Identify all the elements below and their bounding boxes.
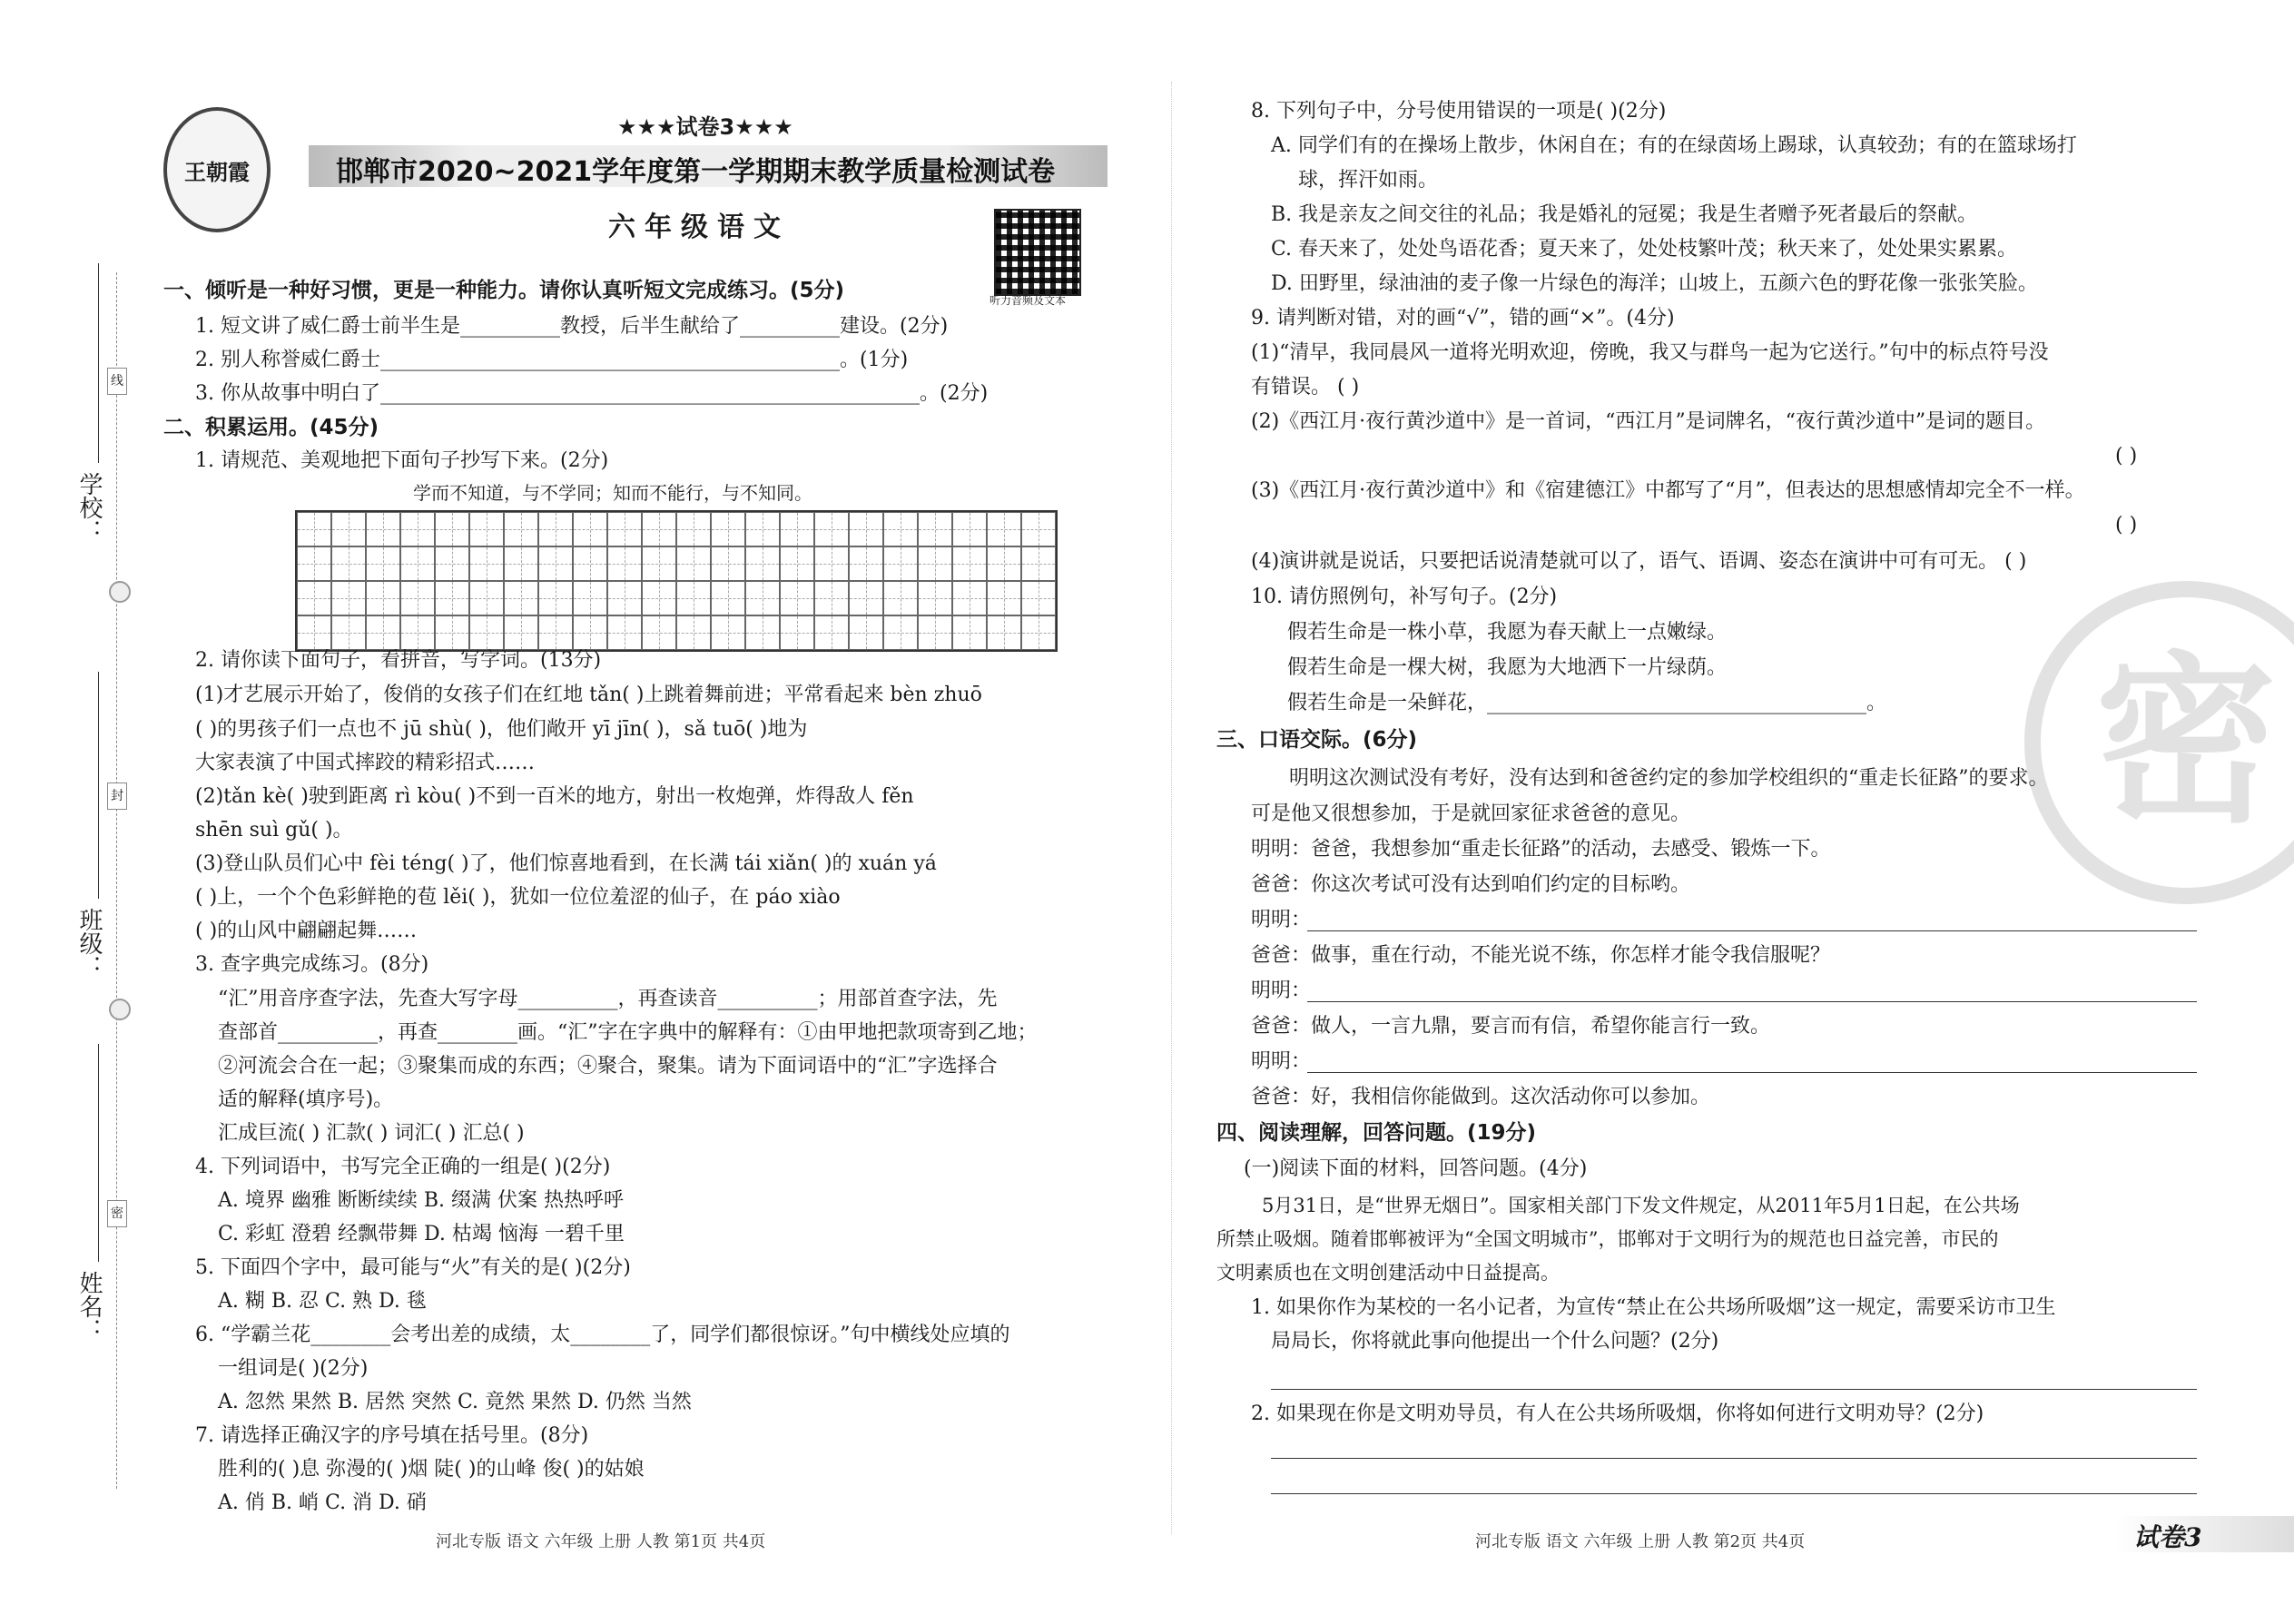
seal-mark-seal: 封 — [107, 782, 127, 810]
class-label: 班级： — [75, 908, 103, 979]
question-line: 适的解释(填序号)。 — [218, 1088, 394, 1111]
question-line: ( )上，一个个色彩鲜艳的苞 lěi( )，犹如一位位羞涩的仙子，在 páo xiào — [195, 886, 841, 909]
question-line: (4)演讲就是说话，只要把话说清楚就可以了，语气、语调、姿态在演讲中可有可无。 ( ) — [1251, 550, 2027, 573]
qr-caption: 听力音频及文本 — [989, 294, 1067, 307]
question-line: 汇成巨流( ) 汇款( ) 词汇( ) 汇总( ) — [218, 1122, 525, 1145]
question-line: 有错误。 ( ) — [1251, 376, 1360, 399]
page-divider — [1171, 82, 1172, 1534]
question-line: 局局长，你将就此事向他提出一个什么问题？(2分) — [1271, 1330, 1719, 1353]
dialog-answer-line[interactable] — [1307, 930, 2197, 931]
option-line: A. 俏 B. 峭 C. 消 D. 硝 — [218, 1491, 427, 1514]
question-line: 1. 短文讲了威仁爵士前半生是__________教授，后半生献给了__________建设。(2分) — [195, 315, 949, 338]
section-1-heading: 一、倾听是一种好习惯，更是一种能力。请你认真听短文完成练习。(5分) — [163, 279, 845, 302]
reading-passage: 所禁止吸烟。随着邯郸被评为“全国文明城市”，邯郸对于文明行为的规范也日益完善，市民的 — [1216, 1228, 1999, 1250]
answer-line[interactable] — [1271, 1493, 2197, 1494]
question-line: 胜利的( )息 弥漫的( )烟 陡( )的山峰 俊( )的姑娘 — [218, 1458, 645, 1481]
question-line: (2)《西江月·夜行黄沙道中》是一首词，“西江月”是词牌名，“夜行黄沙道中”是词的题目。 — [1251, 410, 2046, 433]
question-line: 8. 下列句子中，分号使用错误的一项是( )(2分) — [1251, 100, 1667, 123]
option-line: A. 同学们有的在操场上散步，休闲自在；有的在绿茵场上踢球，认真较劲；有的在篮球场打 — [1271, 134, 2077, 157]
reading-passage: 文明素质也在文明创建活动中日益提高。 — [1216, 1262, 1560, 1284]
question-line: 3. 查字典完成练习。(8分) — [195, 953, 429, 976]
option-line: D. 田野里，绿油油的麦子像一片绿色的海洋；山坡上，五颜六色的野花像一张张笑脸。 — [1271, 272, 2038, 295]
question-line: 2. 如果现在你是文明劝导员，有人在公共场所吸烟，你将如何进行文明劝导？(2分) — [1251, 1403, 1984, 1425]
answer-paren[interactable]: ( ) — [2115, 514, 2138, 536]
writing-grid[interactable] — [295, 510, 1058, 652]
seal-mark-secret: 密 — [107, 1200, 127, 1227]
example-sentence: 假若生命是一朵鲜花，______________________________________。 — [1287, 692, 1887, 714]
question-line: 6. “学霸兰花________会考出差的成绩，太________了，同学们都很惊讶。”句中横线处应填的 — [195, 1324, 1010, 1346]
section-3-heading: 三、口语交际。(6分) — [1216, 728, 1418, 752]
question-line: 1. 请规范、美观地把下面句子抄写下来。(2分) — [195, 449, 609, 472]
question-line: ②河流会合在一起；③聚集而成的东西；④聚合，聚集。请为下面词语中的“汇”字选择合 — [218, 1055, 998, 1078]
answer-line[interactable] — [1271, 1389, 2197, 1390]
section-2-heading: 二、积累运用。(45分) — [163, 416, 379, 439]
dialog-answer-line[interactable] — [1307, 1001, 2197, 1002]
dialog-intro: 明明这次测试没有考好，没有达到和爸爸约定的参加学校组织的“重走长征路”的要求。 — [1289, 767, 2049, 790]
dialog-line: 明明： — [1251, 909, 1312, 931]
option-line: C. 彩虹 澄碧 经飘带舞 D. 枯竭 恼海 一碧千里 — [218, 1223, 625, 1245]
right-page-footer: 河北专版 语文 六年级 上册 人教 第2页 共4页 — [1475, 1532, 1806, 1551]
dialog-line: 爸爸：你这次考试可没有达到咱们约定的目标哟。 — [1251, 873, 1691, 896]
question-line: (1)才艺展示开始了，俊俏的女孩子们在红地 tǎn( )上跳着舞前进；平常看起来 bèn zhuō — [195, 684, 982, 706]
option-line: 球，挥汗如雨。 — [1298, 169, 1439, 192]
paper-tag-label: 试卷3 — [2133, 1522, 2202, 1552]
paper-tag: ★★★试卷3★★★ — [617, 114, 793, 140]
dialog-line: 爸爸：好，我相信你能做到。这次活动你可以参加。 — [1251, 1086, 1711, 1108]
question-line: 3. 你从故事中明白了______________________________________________________。(2分) — [195, 382, 989, 405]
answer-paren[interactable]: ( ) — [2115, 445, 2138, 468]
exam-title: 邯郸市2020~2021学年度第一学期期末教学质量检测试卷 — [336, 156, 1056, 188]
dialog-intro: 可是他又很想参加，于是就回家征求爸爸的意见。 — [1251, 802, 1691, 825]
secret-watermark: 密 — [2024, 581, 2294, 904]
name-label: 姓名： — [75, 1271, 103, 1342]
question-line: 4. 下列词语中，书写完全正确的一组是( )(2分) — [195, 1156, 611, 1178]
question-line: shēn suì gǔ( )。 — [195, 819, 353, 842]
example-sentence: 假若生命是一株小草，我愿为春天献上一点嫩绿。 — [1287, 621, 1728, 644]
option-line: C. 春天来了，处处鸟语花香；夏天来了，处处枝繁叶茂；秋天来了，处处果实累累。 — [1271, 238, 2018, 261]
option-line: B. 我是亲友之间交往的礼品；我是婚礼的冠冕；我是生者赠予死者最后的祭献。 — [1271, 203, 1978, 226]
question-line: 大家表演了中国式摔跤的精彩招式…… — [195, 752, 536, 774]
answer-line[interactable] — [1271, 1458, 2197, 1459]
question-line: “汇”用音序查字法，先查大写字母__________，再查读音__________；用部首查字法，先 — [218, 988, 998, 1010]
dialog-line: 明明： — [1251, 1050, 1312, 1073]
dialog-line: 爸爸：做人，一言九鼎，要言而有信，希望你能言行一致。 — [1251, 1015, 1771, 1038]
question-line: (3)登山队员们心中 fèi téng( )了，他们惊喜地看到，在长满 tái xiǎn( )的 xuán yá — [195, 852, 937, 875]
option-line: A. 境界 幽雅 断断续续 B. 缀满 伏案 热热呼呼 — [218, 1189, 624, 1212]
question-line: 7. 请选择正确汉字的序号填在括号里。(8分) — [195, 1424, 589, 1447]
example-sentence: 假若生命是一棵大树，我愿为大地洒下一片绿荫。 — [1287, 656, 1728, 679]
left-page-footer: 河北专版 语文 六年级 上册 人教 第1页 共4页 — [436, 1532, 766, 1551]
question-line: 一组词是( )(2分) — [218, 1357, 369, 1380]
question-line: 1. 如果你作为某校的一名小记者，为宣传“禁止在公共场所吸烟”这一规定，需要采访市卫生 — [1251, 1296, 2056, 1319]
option-line: A. 忽然 果然 B. 居然 突然 C. 竟然 果然 D. 仍然 当然 — [218, 1391, 692, 1413]
question-line: 查部首__________，再查________画。“汇”字在字典中的解释有：①由甲地把款项寄到乙地； — [218, 1021, 1038, 1044]
question-line: 2. 别人称誉威仁爵士______________________________________________。(1分) — [195, 349, 909, 371]
question-line: (一)阅读下面的材料，回答问题。(4分) — [1244, 1157, 1588, 1180]
dialog-line: 爸爸：做事，重在行动，不能光说不练，你怎样才能令我信服呢？ — [1251, 944, 1831, 967]
question-line: (2)tǎn kè( )驶到距离 rì kòu( )不到一百米的地方，射出一枚炮弹，炸得敌人 fěn — [195, 785, 914, 808]
question-line: 5. 下面四个字中，最可能与“火”有关的是( )(2分) — [195, 1256, 631, 1279]
dialog-line: 明明： — [1251, 979, 1312, 1002]
dialog-answer-line[interactable] — [1307, 1072, 2197, 1073]
subject-title: 六年级语文 — [608, 212, 790, 243]
question-line: (1)“清早，我同晨风一道将光明欢迎，傍晚，我又与群鸟一起为它送行。”句中的标点符号没 — [1251, 341, 2049, 364]
question-line: ( )的山风中翩翩起舞…… — [195, 920, 418, 942]
question-line: 2. 请你读下面句子，看拼音，写字词。(13分) — [195, 649, 602, 672]
seal-mark-line: 线 — [107, 368, 127, 395]
question-line: 10. 请仿照例句，补写句子。(2分) — [1251, 586, 1558, 608]
publisher-logo: 王朝霞 — [163, 107, 271, 232]
school-label: 学校： — [75, 472, 103, 543]
copy-sentence: 学而不知道，与不学同；知而不能行，与不知同。 — [413, 482, 812, 504]
reading-passage: 5月31日，是“世界无烟日”。国家相关部门下发文件规定，从2011年5月1日起，在公共场 — [1262, 1195, 2020, 1216]
question-line: 9. 请判断对错，对的画“√”，错的画“×”。(4分) — [1251, 307, 1675, 330]
section-4-heading: 四、阅读理解，回答问题。(19分) — [1216, 1121, 1537, 1145]
question-line: ( )的男孩子们一点也不 jū shù( )，他们敞开 yī jīn( )，sǎ tuō( )地为 — [195, 718, 808, 741]
question-line: (3)《西江月·夜行黄沙道中》和《宿建德江》中都写了“月”，但表达的思想感情却完全不一样。 — [1251, 479, 2085, 502]
dialog-line: 明明：爸爸，我想参加“重走长征路”的活动，去感受、锻炼一下。 — [1251, 838, 1831, 861]
option-line: A. 糊 B. 忍 C. 熟 D. 毯 — [218, 1290, 427, 1313]
